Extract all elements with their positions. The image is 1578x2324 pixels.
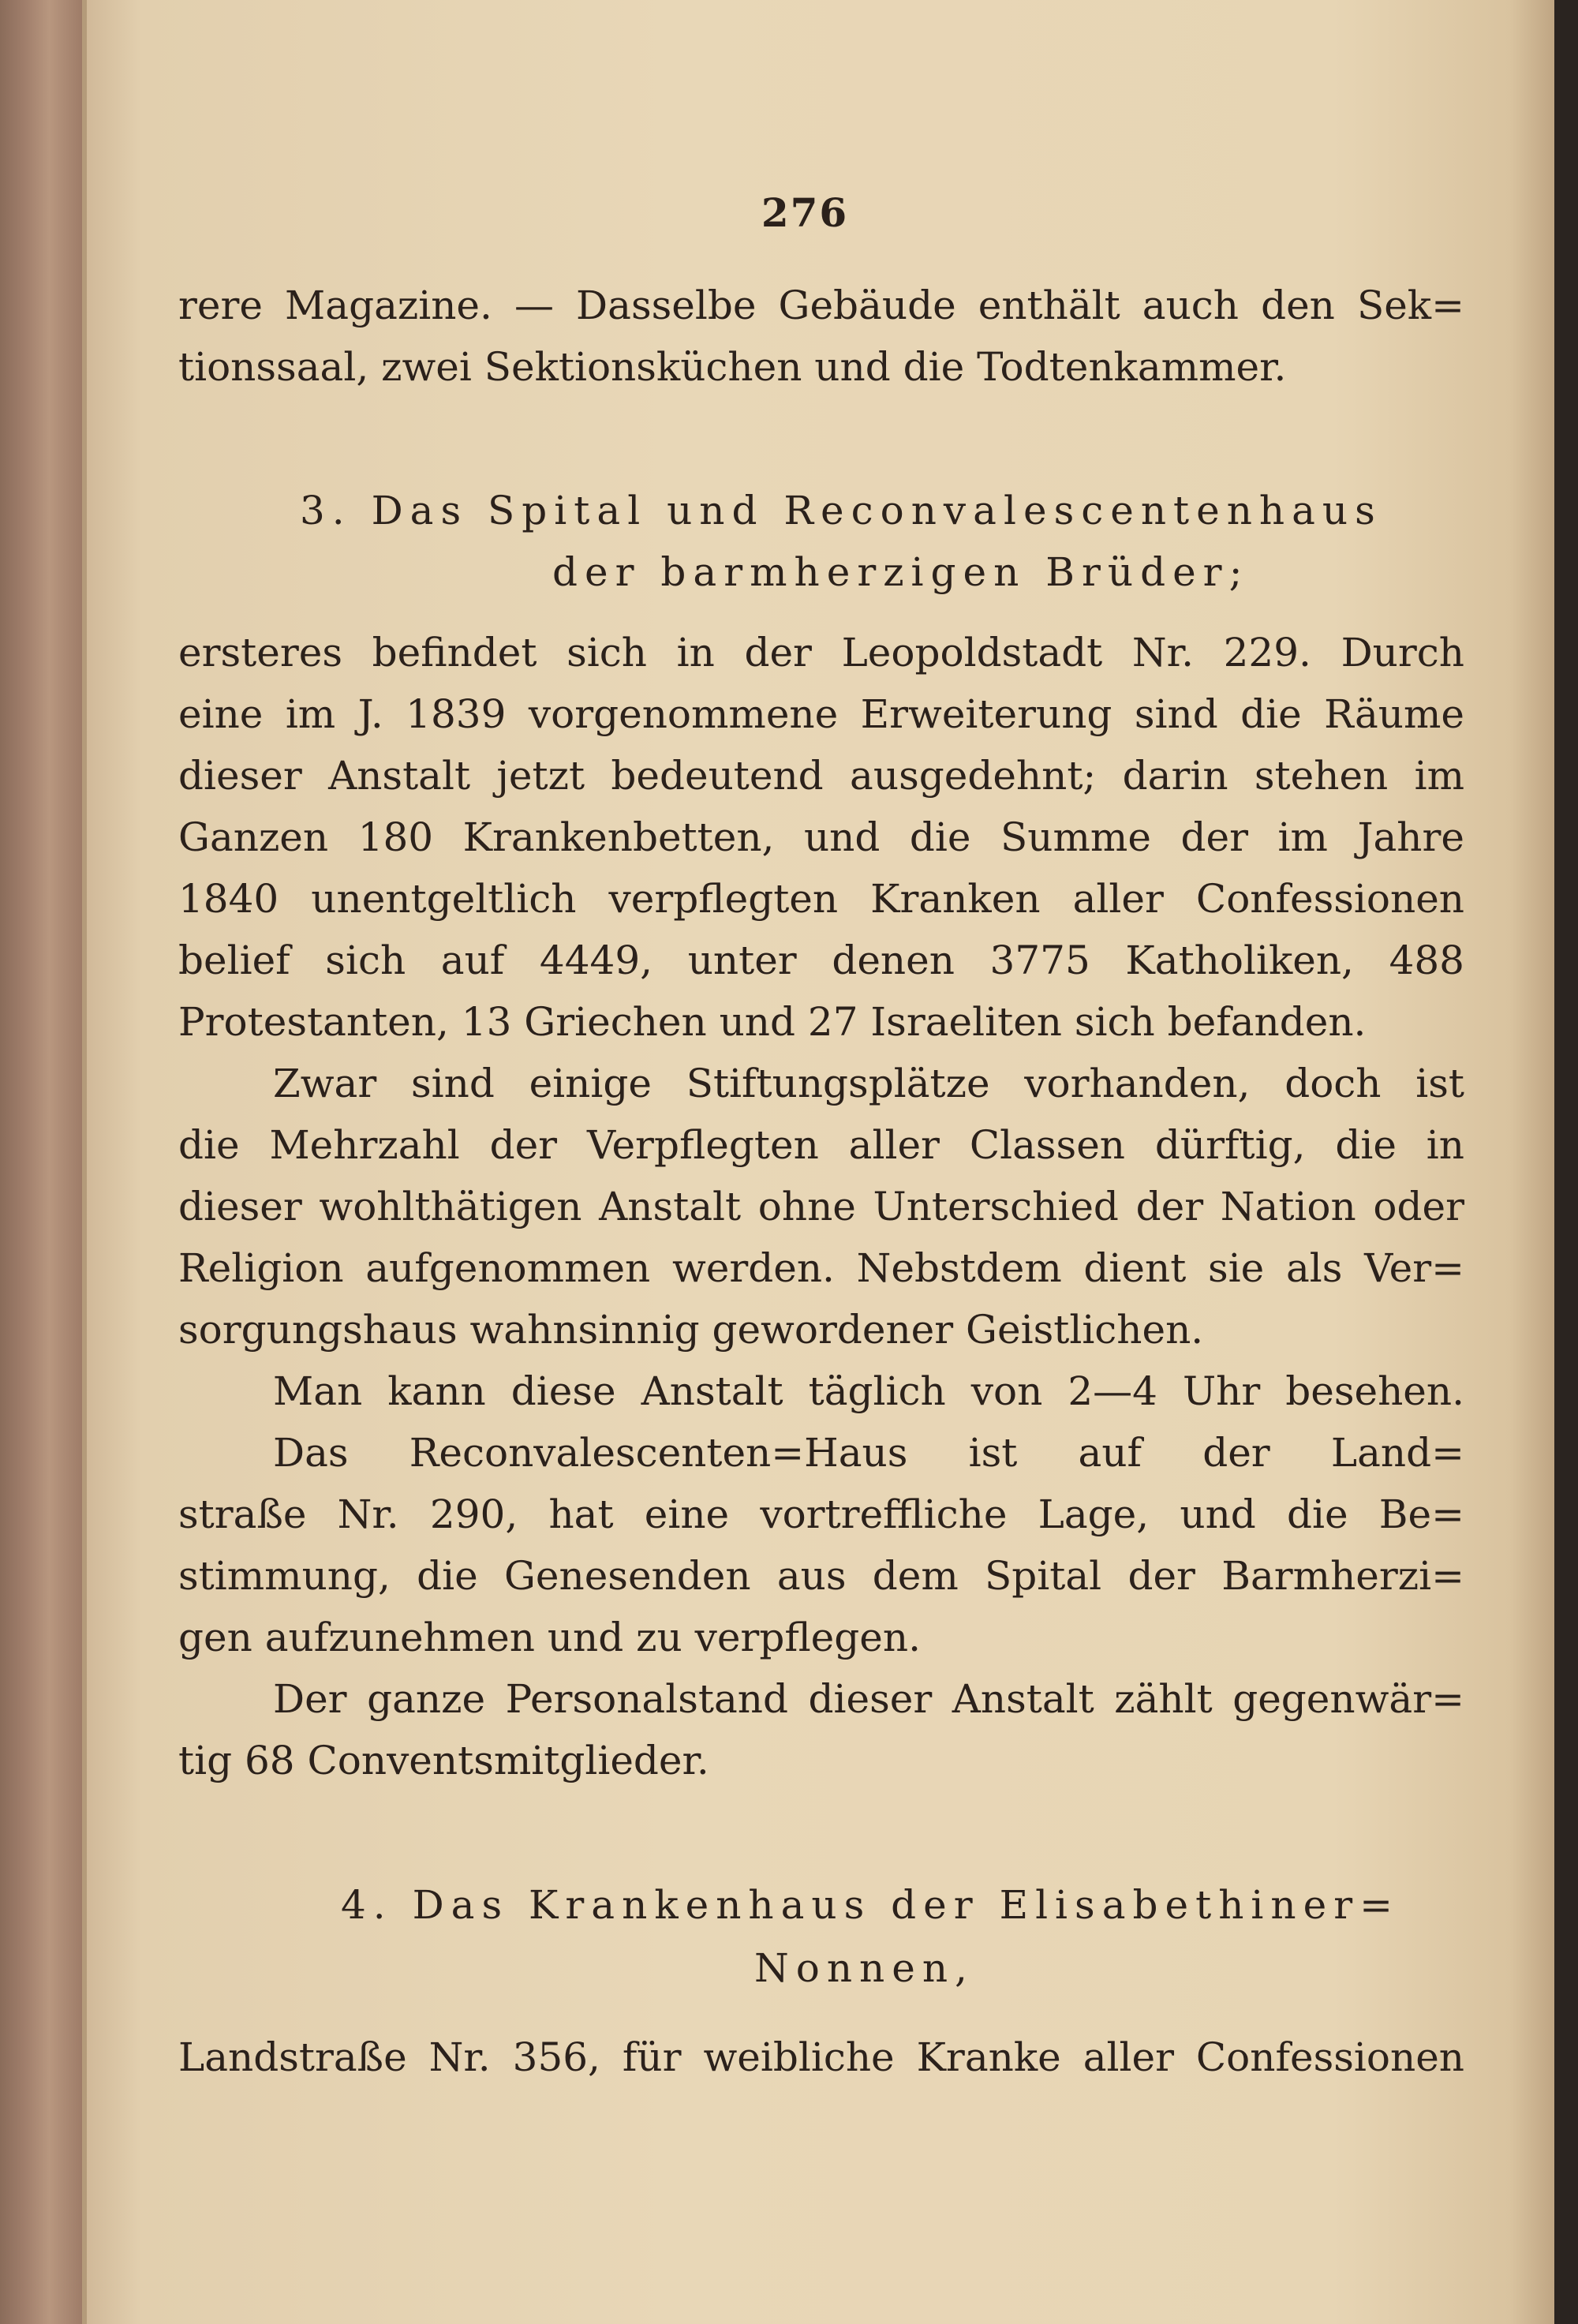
text-line: Landstraße Nr. 356, für weibliche Kranke aller Confessionen [178,2034,1464,2080]
text-line: Der ganze Personalstand dieser Anstalt zählt gegenwär= [273,1676,1464,1722]
text-line: eine im J. 1839 vorgenommene Erweiterung sind die Räume [178,691,1464,737]
section-heading-3: 3. Das Spital und Reconvalescentenhaus [300,488,1382,533]
text-line: Religion aufgenommen werden. Nebstdem dient sie als Ver= [178,1245,1464,1291]
text-line: rere Magazine. — Dasselbe Gebäude enthält auch den Sek= [178,283,1464,328]
section-heading-4: 4. Das Krankenhaus der Elisabethiner= [341,1882,1400,1928]
text-line: die Mehrzahl der Verpflegten aller Classen dürftig, die in [178,1122,1464,1168]
text-line: tig 68 Conventsmitglieder. [178,1738,709,1783]
text-line: sorgungshaus wahnsinnig gewordener Geistlichen. [178,1307,1204,1353]
text-line: Man kann diese Anstalt täglich von 2—4 Uhr besehen. [273,1368,1464,1414]
text-line: ersteres befindet sich in der Leopoldstadt Nr. 229. Durch [178,630,1464,675]
text-line: tionssaal, zwei Sektionsküchen und die Todtenkammer. [178,344,1287,390]
page-number: 276 [761,189,849,236]
section-heading-4-subline: Nonnen, [754,1945,974,1991]
text-line: Zwar sind einige Stiftungsplätze vorhanden, doch ist [273,1061,1464,1106]
text-line: gen aufzunehmen und zu verpflegen. [178,1615,921,1660]
text-line: straße Nr. 290, hat eine vortreffliche Lage, und die Be= [178,1491,1464,1537]
section-heading-3-subline: der barmherzigen Brüder; [552,549,1250,595]
binding-line [82,0,87,2324]
book-edge [0,0,82,2324]
text-line: dieser Anstalt jetzt bedeutend ausgedehnt; darin stehen im [178,753,1464,799]
text-line: Protestanten, 13 Griechen und 27 Israeliten sich befanden. [178,999,1367,1045]
text-line: Ganzen 180 Krankenbetten, und die Summe der im Jahre [178,814,1464,860]
text-line: Das Reconvalescenten=Haus ist auf der Land= [273,1430,1464,1476]
text-line: belief sich auf 4449, unter denen 3775 Katholiken, 488 [178,937,1464,983]
page-gutter [1554,0,1578,2324]
text-line: stimmung, die Genesenden aus dem Spital der Barmherzi= [178,1553,1464,1599]
text-line: dieser wohlthätigen Anstalt ohne Unterschied der Nation oder [178,1184,1464,1229]
text-line: 1840 unentgeltlich verpflegten Kranken aller Confessionen [178,876,1464,922]
